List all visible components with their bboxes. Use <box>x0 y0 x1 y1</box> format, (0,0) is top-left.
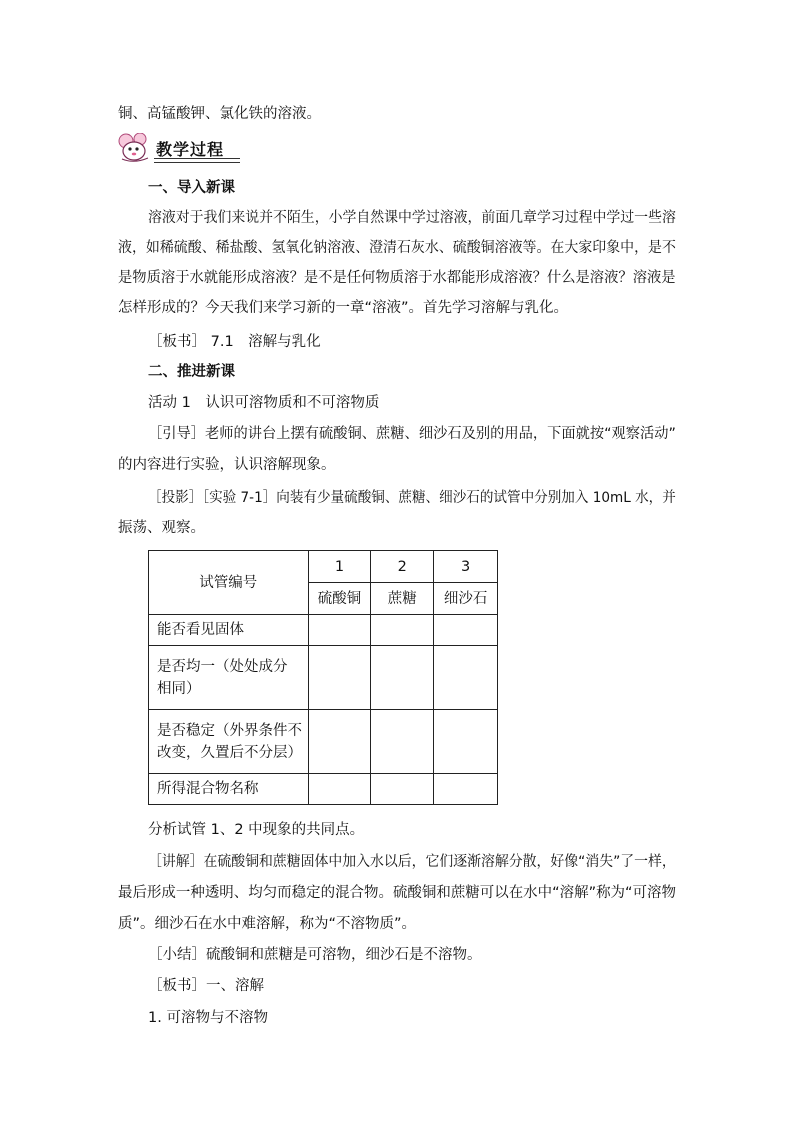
row-label-line: 改变，久置后不分层） <box>157 744 302 761</box>
row-label-line: 是否均一（处处成分 <box>157 658 288 675</box>
row-label-line: 能否看见固体 <box>157 622 244 638</box>
substance-copper-sulfate: 硫酸铜 <box>308 583 371 615</box>
top-fragment: 铜、高锰酸钾、氯化铁的溶液。 <box>118 106 321 122</box>
cartoon-mouse-icon <box>116 133 156 163</box>
explain-line-2: 最后形成一种透明、均匀而稳定的混合物。硫酸铜和蔗糖可以在水中“溶解”称为“可溶物 <box>118 885 676 901</box>
summary-line: ［小结］硫酸铜和蔗糖是可溶物，细沙石是不溶物。 <box>148 947 482 963</box>
guide-line-2: 的内容进行实验，认识溶解现象。 <box>118 457 336 473</box>
part1-title: 一、导入新课 <box>148 180 235 196</box>
intro-line-4: 怎样形成的？今天我们来学习新的一章“溶液”。首先学习溶解与乳化。 <box>118 300 569 316</box>
table-row <box>149 646 498 710</box>
tube-number-1: 1 <box>308 551 371 583</box>
row-label-line: 相同） <box>157 680 201 697</box>
intro-line-2: 液，如稀硫酸、稀盐酸、氢氧化钠溶液、澄清石灰水、硫酸铜溶液等。在大家印象中，是不 <box>118 240 676 256</box>
row-label-line: 所得混合物名称 <box>157 781 259 797</box>
intro-line-1: 溶液对于我们来说并不陌生，小学自然课中学过溶液，前面几章学习过程中学过一些溶 <box>148 210 676 226</box>
explain-line-1: ［讲解］在硫酸铜和蔗糖固体中加入水以后，它们逐渐溶解分散，好像“消失”了一样， <box>148 854 676 870</box>
experiment-table <box>148 550 498 805</box>
section-heading <box>116 133 240 163</box>
projection-line-2: 振荡、观察。 <box>118 520 205 536</box>
guide-line-1: ［引导］老师的讲台上摆有硫酸铜、蔗糖、细沙石及别的用品，下面就按“观察活动” <box>148 426 676 442</box>
table-row <box>149 615 498 646</box>
row-label <box>149 646 309 710</box>
table-row <box>149 774 498 805</box>
tube-number-3: 3 <box>434 551 498 583</box>
row-label <box>149 774 309 805</box>
projection-line-1: ［投影］［实验 7-1］向装有少量硫酸铜、蔗糖、细沙石的试管中分别加入 10mL 水，并 <box>148 490 676 506</box>
board-note-1: ［板书］ 7.1 溶解与乳化 <box>148 334 321 350</box>
row-label <box>149 710 309 774</box>
board-note-2: ［板书］一、溶解 <box>148 978 264 994</box>
substance-sucrose: 蔗糖 <box>371 583 434 615</box>
activity-1: 活动 1 认识可溶物质和不可溶物质 <box>148 395 380 411</box>
table-header-label: 试管编号 <box>149 551 309 615</box>
intro-line-3: 是物质溶于水就能形成溶液？是不是任何物质溶于水都能形成溶液？什么是溶液？溶液是 <box>118 270 676 286</box>
analysis-line: 分析试管 1、2 中现象的共同点。 <box>148 822 365 838</box>
list-item: 1. 可溶物与不溶物 <box>148 1010 268 1026</box>
row-label-line: 是否稳定（外界条件不 <box>157 722 302 739</box>
heading-underline <box>154 158 240 163</box>
part2-title: 二、推进新课 <box>148 364 235 380</box>
substance-fine-sand: 细沙石 <box>434 583 498 615</box>
explain-line-3: 质”。细沙石在水中难溶解，称为“不溶物质”。 <box>118 916 417 932</box>
tube-number-2: 2 <box>371 551 434 583</box>
table-row <box>149 710 498 774</box>
section-heading-text: 教学过程 <box>156 140 225 159</box>
row-label <box>149 615 309 646</box>
